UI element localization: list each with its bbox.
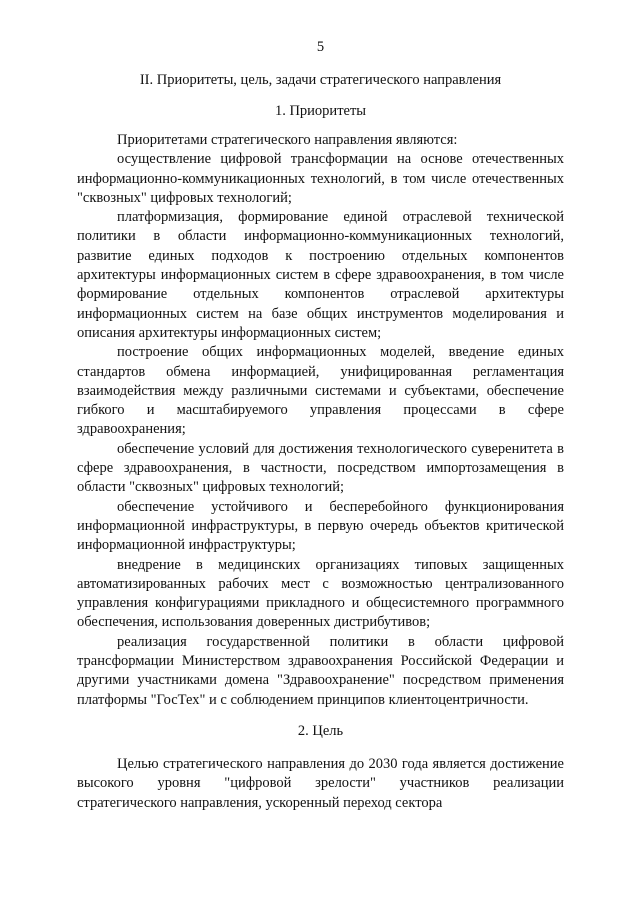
priority-item: внедрение в медицинских организациях типовых защищенных автоматизированных рабочих мест с возможностью централизованного управления конфигурациями прикладного и общесистемного программного обеспечения, использования доверенных дистрибутивов; [77, 556, 564, 631]
priority-item: построение общих информационных моделей, введение единых стандартов обмена информацией, унифицированная регламентация взаимодействия между различными системами и субъектами, обеспечение гибкого и масштабируемого управления процессами в сфере здравоохранения; [77, 344, 564, 438]
priority-item: обеспечение условий для достижения технологического суверенитета в сфере здравоохранения, в частности, посредством импортозамещения в области "сквозных" цифровых технологий; [77, 440, 564, 496]
subsection-title-priorities: 1. Приоритеты [274, 103, 367, 119]
goal-paragraph: Целью стратегического направления до 2030 года является достижение высокого уровня "цифровой зрелости" участников реализации стратегического направления, ускоренный переход сектора [77, 755, 564, 811]
priority-item: платформизация, формирование единой отраслевой технической политики в области информационно-коммуникационных технологий, развитие единых подходов к построению отдельных компонентов архитектуры информационных систем в сфере здравоохранения, в том числе формирование отдельных компонентов отраслевой архитектуры информационных систем на базе общих инструментов моделирования и описания архитектуры информационных систем; [77, 209, 564, 341]
document-page [77, 38, 564, 813]
priorities-intro: Приоритетами стратегического направления являются: [117, 132, 458, 148]
priority-item: реализация государственной политики в области цифровой трансформации Министерством здравоохранения Российской Федерации и другими участниками домена "Здравоохранение" посредством применения платформы "ГосТех" и с соблюдением принципов клиентоцентричности. [77, 633, 564, 708]
section-title: II. Приоритеты, цель, задачи стратегического направления [139, 72, 502, 88]
priority-item: осуществление цифровой трансформации на основе отечественных информационно-коммуникационных технологий, в том числе отечественных "сквозных" цифровых технологий; [77, 151, 564, 206]
page-number: 5 [316, 39, 325, 55]
subsection-title-goal: 2. Цель [297, 722, 344, 739]
priority-item: обеспечение устойчивого и бесперебойного функционирования информационной инфраструктуры, в первую очередь объектов критической информационной инфраструктуры; [77, 498, 564, 554]
